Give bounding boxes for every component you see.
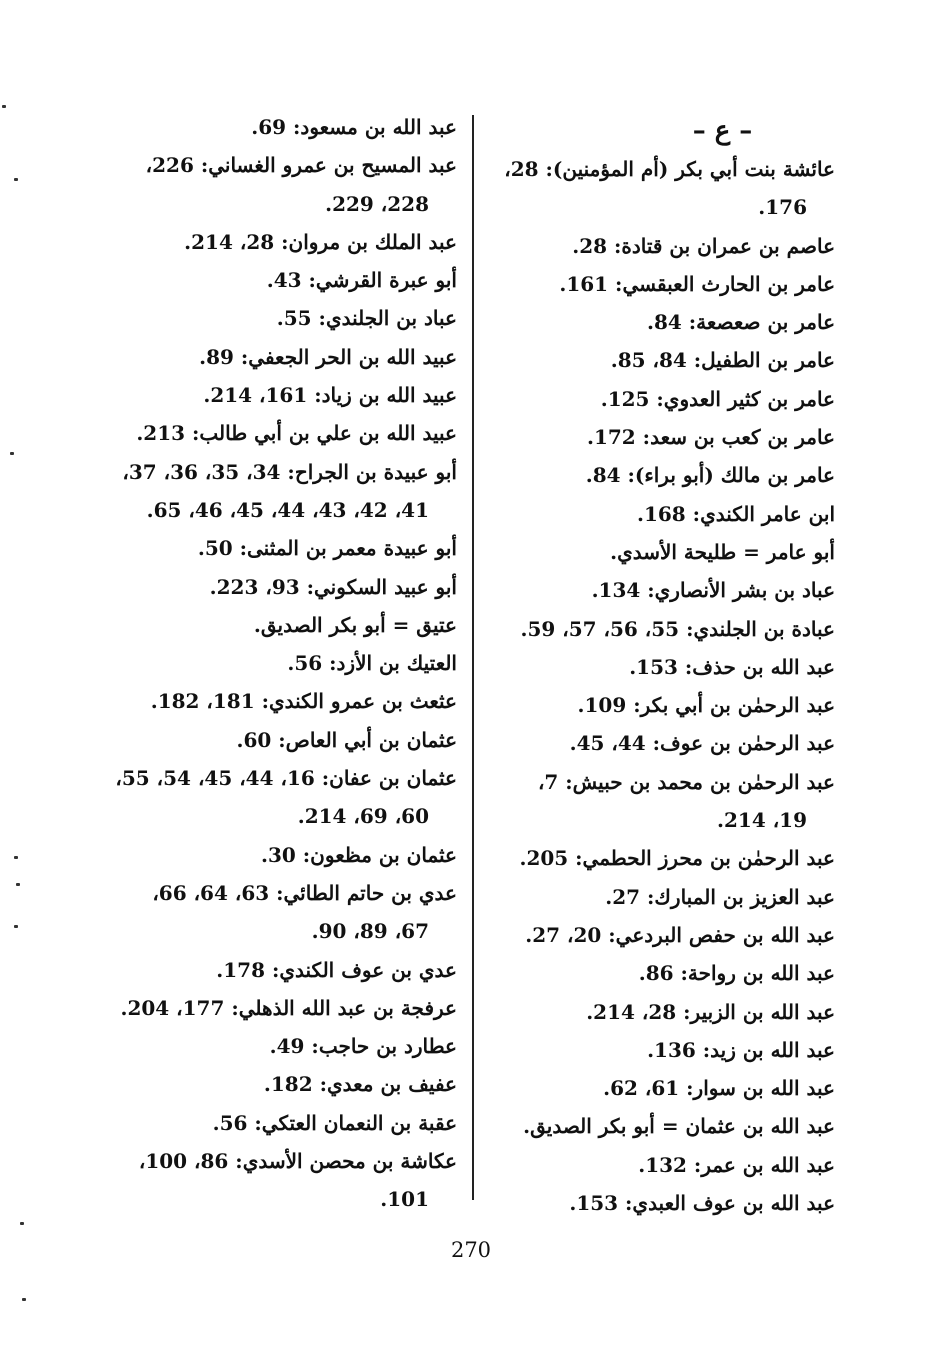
index-entry-text: عبد الله بن رواحة: 86.: [638, 961, 835, 986]
index-entry: [490, 954, 835, 992]
scan-speck: [14, 856, 18, 859]
index-entry: [490, 1184, 835, 1222]
index-entry: [490, 341, 835, 379]
left-index-column: [100, 108, 457, 1219]
index-entry-continuation: 67، 89، 90.: [311, 919, 429, 944]
index-entry-text: عبد الله بن عثمان = أبو بكر الصديق.: [523, 1114, 835, 1139]
index-entry-text: عطارد بن حاجب: 49.: [269, 1034, 457, 1059]
index-entry: [100, 836, 457, 874]
index-entry-text: عباد بن بشر الأنصاري: 134.: [591, 578, 835, 603]
index-entry-text: عدي بن عوف الكندي: 178.: [216, 957, 457, 982]
index-entry-text: أبو عبيد السكوني: 93، 223.: [209, 574, 457, 599]
scan-speck: [2, 105, 6, 108]
index-entry: [100, 568, 457, 606]
index-entry: [100, 1142, 457, 1219]
scan-speck: [20, 1222, 24, 1225]
index-entry: [490, 380, 835, 418]
index-entry-text: عبد الرحمٰن بن أبي بكر: 109.: [577, 693, 835, 718]
index-entry-text: عثعث بن عمرو الكندي: 181، 182.: [150, 689, 457, 714]
index-entry: [490, 265, 835, 303]
index-entry: [490, 993, 835, 1031]
index-entry: [100, 1065, 457, 1103]
column-divider: [472, 115, 474, 1200]
index-entry-text: عامر بن كعب بن سعد: 172.: [587, 425, 835, 450]
index-entry: [100, 759, 457, 836]
index-entry-continuation: 228، 229.: [325, 191, 429, 216]
index-entry: [100, 644, 457, 682]
index-entry-text: ابن عامر الكندي: 168.: [637, 501, 835, 526]
index-entry: [490, 227, 835, 265]
left-entries-list: [100, 108, 457, 1219]
index-entry: [490, 418, 835, 456]
index-entry-text: أبو عبيدة بن الجراح: 34، 35، 36، 37،: [122, 459, 457, 484]
index-entry-text: عبادة بن الجلندي: 55، 56، 57، 59.: [520, 616, 835, 641]
index-entry-text: عبد الرحمٰن بن محمد بن حبيش: 7،: [537, 769, 835, 794]
right-index-column: [490, 112, 835, 1222]
scan-speck: [16, 883, 20, 886]
index-entry: [490, 724, 835, 762]
index-entry-text: عكاشة بن محصن الأسدي: 86، 100،: [138, 1149, 457, 1174]
index-entry: [490, 456, 835, 494]
index-entry-text: عثمان بن عفان: 16، 44، 45، 54، 55،: [115, 766, 457, 791]
index-entry: [100, 682, 457, 720]
index-entry-continuation: 19، 214.: [717, 808, 807, 833]
index-entry: [490, 303, 835, 341]
index-entry: [490, 839, 835, 877]
index-entry: [490, 1146, 835, 1184]
index-entry: [100, 989, 457, 1027]
index-entry-text: عبد الله بن مسعود: 69.: [251, 115, 457, 139]
index-entry-continuation: 60، 69، 214.: [297, 804, 429, 829]
index-entry: [100, 453, 457, 530]
index-entry-text: عاصم بن عمران بن قتادة: 28.: [572, 233, 835, 258]
index-entry-text: عبد العزيز بن المبارك: 27.: [605, 884, 835, 909]
index-entry-text: عبد الله بن زيد: 136.: [647, 1037, 835, 1062]
index-entry: [100, 1104, 457, 1142]
index-entry: [490, 648, 835, 686]
index-entry-text: عامر بن صعصعة: 84.: [647, 310, 835, 335]
index-entry: [100, 146, 457, 223]
index-entry: [490, 610, 835, 648]
index-entry-text: أبو عبرة القرشي: 43.: [266, 268, 457, 293]
index-entry-text: عبد الله بن الزبير: 28، 214.: [586, 999, 835, 1024]
index-entry-text: عبد الله بن عمر: 132.: [638, 1152, 835, 1177]
page-number: 270: [450, 1238, 492, 1262]
index-entry-text: عبد الله بن عوف العبدي: 153.: [569, 1191, 835, 1216]
index-entry: [490, 686, 835, 724]
index-entry: [490, 1031, 835, 1069]
index-entry-text: أبو عامر = طليحة الأسدي.: [610, 539, 835, 564]
index-entry: [100, 529, 457, 567]
index-entry: [100, 1027, 457, 1065]
index-entry-text: عائشة بنت أبي بكر (أم المؤمنين): 28،: [504, 157, 835, 181]
index-entry-text: عامر بن كثير العدوي: 125.: [600, 386, 835, 411]
scan-speck: [10, 452, 14, 455]
index-entry-text: عبد المسيح بن عمرو الغساني: 226،: [145, 153, 457, 178]
index-entry: [490, 1069, 835, 1107]
index-entry: [100, 376, 457, 414]
index-entry: [100, 108, 457, 146]
index-entry-text: عبد الملك بن مروان: 28، 214.: [184, 229, 457, 254]
index-entry-text: عامر بن الطفيل: 84، 85.: [610, 348, 835, 373]
index-entry: [100, 223, 457, 261]
index-entry-text: عبيد الله بن علي بن أبي طالب: 213.: [136, 421, 457, 446]
index-entry-text: عرفجة بن عبد الله الذهلي: 177، 204.: [120, 995, 457, 1020]
index-entry: [490, 1107, 835, 1145]
index-entry: [490, 150, 835, 227]
index-entry: [490, 878, 835, 916]
index-entry-text: عثمان بن أبي العاص: 60.: [236, 727, 457, 752]
index-entry-text: عامر بن مالك (أبو براء): 84.: [585, 463, 835, 488]
index-entry-text: عبد الرحمٰن بن محرز الحطمي: 205.: [519, 846, 835, 871]
index-entry-text: عباد بن الجلندي: 55.: [276, 306, 457, 331]
index-entry-continuation: 101.: [380, 1187, 429, 1212]
index-entry-text: العتيك بن الأزد: 56.: [287, 651, 457, 676]
index-entry-continuation: 176.: [758, 195, 807, 220]
index-entry-text: عفيف بن معدي: 182.: [263, 1072, 457, 1097]
index-entry-text: عبيد الله بن زياد: 161، 214.: [203, 383, 457, 408]
index-entry-text: عبد الله بن سوار: 61، 62.: [603, 1076, 835, 1101]
index-entry-text: عامر بن الحارث العبقسي: 161.: [559, 271, 835, 296]
index-entry-text: عبيد الله بن الحر الجعفي: 89.: [199, 344, 457, 369]
index-entry: [100, 414, 457, 452]
scan-speck: [22, 1298, 26, 1301]
index-entry: [100, 874, 457, 951]
index-entry: [100, 721, 457, 759]
index-entry: [490, 495, 835, 533]
section-letter-heading: – ع –: [692, 116, 753, 146]
index-entry: [100, 261, 457, 299]
index-entry-text: عتيق = أبو بكر الصديق.: [253, 612, 457, 637]
scan-speck: [14, 925, 18, 928]
index-entry-text: عدي بن حاتم الطائي: 63، 64، 66،: [152, 880, 457, 905]
index-entry: [490, 916, 835, 954]
index-entry: [100, 299, 457, 337]
index-entry-text: عثمان بن مظعون: 30.: [261, 842, 457, 867]
index-entry-text: عبد الرحمٰن بن عوف: 44، 45.: [569, 731, 835, 756]
index-entry-text: عبد الله بن حذف: 153.: [629, 654, 835, 679]
index-entry-continuation: 41، 42، 43، 44، 45، 46، 65.: [146, 497, 429, 522]
index-entry-text: عبد الله بن حفص البردعي: 20، 27.: [525, 922, 835, 947]
index-entry: [490, 763, 835, 840]
scan-speck: [14, 178, 18, 181]
index-entry: [100, 338, 457, 376]
index-entry-text: عقبة بن النعمان العتكي: 56.: [212, 1110, 457, 1135]
index-entry: [490, 533, 835, 571]
index-entry: [100, 606, 457, 644]
index-entry-text: أبو عبيدة معمر بن المثنى: 50.: [197, 536, 457, 561]
index-entry: [100, 951, 457, 989]
index-entry: [490, 571, 835, 609]
right-entries-list: [490, 150, 835, 1222]
